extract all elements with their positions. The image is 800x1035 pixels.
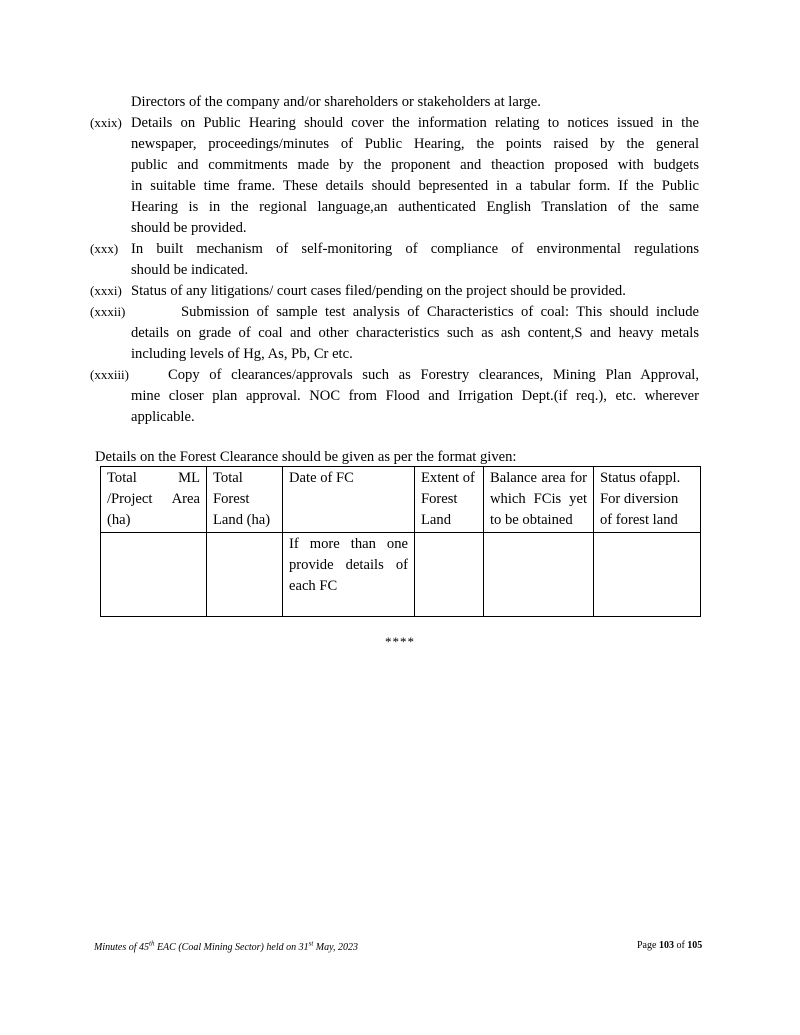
table-header-row: [101, 467, 701, 533]
page-current: 103: [658, 940, 674, 951]
table-cell: [415, 533, 484, 617]
item-xxix-line-1: Details on Public Hearing should cover the information relating to notices issued in the: [131, 115, 699, 131]
header-status-of-application: Status ofappl. For diversion of forest land: [594, 467, 701, 533]
item-xxxiii-line-2: mine closer plan approval. NOC from Flood and Irrigation Dept.(if req.), etc. wherever: [131, 388, 699, 404]
table-row: [101, 533, 701, 617]
item-xxix-line-3: public and commitments made by the proponent and theaction proposed with budgets: [131, 157, 699, 173]
table-cell-fc-details: If more than one provide details of each FC: [283, 533, 415, 617]
item-number-xxxi: (xxxi): [90, 283, 122, 298]
table-cell: [484, 533, 594, 617]
item-number-xxix: (xxix): [90, 115, 122, 130]
page-total: 105: [687, 940, 703, 951]
item-xxxiii-line-3: applicable.: [131, 409, 195, 425]
header-extent-of-forest-land: Extent of Forest Land: [415, 467, 484, 533]
item-xxxi-line-1: Status of any litigations/ court cases filed/pending on the project should be provided.: [131, 283, 626, 299]
item-xxix-line-5: Hearing is in the regional language,an authenticated English Translation of the same: [131, 199, 699, 215]
item-xxix-line-2: newspaper, proceedings/minutes of Public Hearing, the points raised by the general: [131, 136, 699, 152]
header-date-of-fc: Date of FC: [283, 467, 415, 533]
page-of: of: [676, 940, 685, 951]
footer-page-number: [637, 940, 702, 951]
table-cell: [207, 533, 283, 617]
header-total-forest-land: Total Forest Land (ha): [207, 467, 283, 533]
item-xxix-line-4: in suitable time frame. These details should bepresented in a tabular form. If the Public: [131, 178, 699, 194]
footer-minutes: [94, 940, 358, 953]
item-number-xxxiii: (xxxiii): [90, 367, 129, 382]
item-xxx-line-1: In built mechanism of self-monitoring of compliance of environmental regulations: [131, 241, 699, 257]
item-xxxii-line-2: details on grade of coal and other characteristics such as ash content,S and heavy metals: [131, 325, 699, 341]
item-xxix-line-6: should be provided.: [131, 220, 247, 236]
item-xxx-line-2: should be indicated.: [131, 262, 249, 278]
forest-clearance-table: [100, 466, 701, 617]
footer-minutes-text: Minutes of 45th EAC (Coal Mining Sector) held on 31st May, 2023: [94, 940, 358, 954]
section-end-stars: ****: [385, 634, 415, 649]
item-number-xxx: (xxx): [90, 241, 119, 256]
item-xxxii-line-3: including levels of Hg, As, Pb, Cr etc.: [131, 346, 353, 362]
header-balance-area: Balance area for which FCis yet to be obtained: [484, 467, 594, 533]
table-cell: [101, 533, 207, 617]
item-xxxiii-line-1: Copy of clearances/approvals such as Forestry clearances, Mining Plan Approval,: [168, 367, 699, 383]
table-cell: [594, 533, 701, 617]
item-xxxii-line-1: Submission of sample test analysis of Characteristics of coal: This should include: [181, 304, 699, 320]
page-prefix: Page: [637, 940, 657, 951]
forest-clearance-intro: Details on the Forest Clearance should be given as per the format given:: [95, 449, 517, 465]
continuation-line: Directors of the company and/or shareholders or stakeholders at large.: [131, 94, 541, 110]
item-number-xxxii: (xxxii): [90, 304, 126, 319]
header-total-ml-area: Total ML /Project Area (ha): [101, 467, 207, 533]
